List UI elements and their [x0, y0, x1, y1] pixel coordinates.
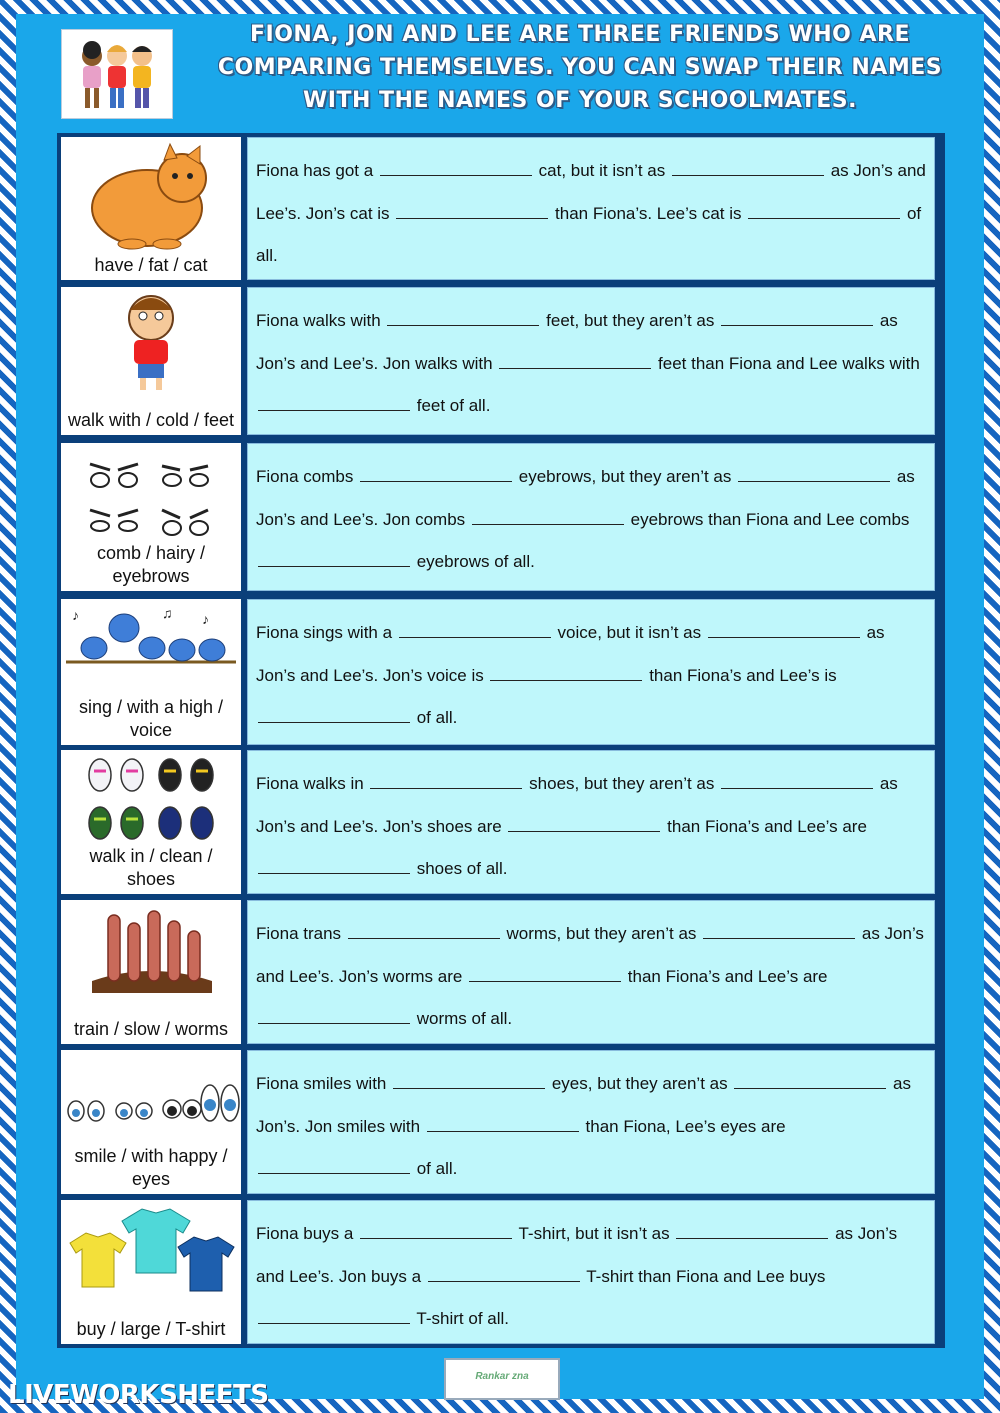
answer-blank[interactable] — [393, 1074, 545, 1089]
answer-blank[interactable] — [738, 467, 890, 482]
cue-caption: buy / large / T-shirt — [76, 1319, 226, 1339]
answer-blank[interactable] — [427, 1117, 579, 1132]
tshirts-image — [62, 1201, 240, 1313]
svg-text:♫: ♫ — [162, 605, 173, 621]
answer-blank[interactable] — [258, 1159, 410, 1174]
exercise-table — [57, 133, 945, 1348]
cue-caption: have / fat / cat — [94, 255, 208, 275]
kid-3 — [132, 46, 152, 108]
answer-blank[interactable] — [258, 859, 410, 874]
eyebrows-image — [62, 444, 240, 556]
answer-blank[interactable] — [360, 467, 512, 482]
svg-text:♪: ♪ — [202, 611, 209, 627]
exercise-row — [61, 599, 941, 745]
answer-blank[interactable] — [370, 774, 522, 789]
answer-blank[interactable] — [469, 967, 621, 982]
sentence-cell: Fiona sings with a voice, but it isn’t as as Jon’s and Lee’s. Jon’s voice is than Fiona’s and Lee’s is of all. — [247, 599, 935, 745]
cue-caption: smile / with happy / eyes — [74, 1146, 228, 1189]
sentence-cell: Fiona walks with feet, but they aren’t as as Jon’s and Lee’s. Jon walks with feet than Fiona and Lee walks with feet of all. — [247, 287, 935, 435]
cue-caption: walk with / cold / feet — [67, 410, 235, 430]
answer-blank[interactable] — [348, 924, 500, 939]
kid-2 — [107, 45, 127, 108]
cue-caption: walk in / clean / shoes — [89, 846, 213, 889]
answer-blank[interactable] — [734, 1074, 886, 1089]
liveworksheets-logo: LIVEWORKSHEETS — [8, 1380, 269, 1410]
answer-blank[interactable] — [258, 552, 410, 567]
worms-image — [62, 901, 240, 1013]
picture-cell — [61, 1200, 241, 1344]
answer-blank[interactable] — [380, 161, 532, 176]
picture-cell — [61, 599, 241, 745]
answer-blank[interactable] — [490, 666, 642, 681]
sentence-cell: Fiona trans worms, but they aren’t as as Jon’s and Lee’s. Jon’s worms are than Fiona’s and Lee’s are worms of all. — [247, 900, 935, 1044]
answer-blank[interactable] — [360, 1224, 512, 1239]
sentence-cell: Fiona combs eyebrows, but they aren’t as as Jon’s and Lee’s. Jon combs eyebrows than Fiona and Lee combs eyebrows of all. — [247, 443, 935, 591]
exercise-row — [61, 1200, 941, 1344]
exercise-row — [61, 287, 941, 435]
answer-blank[interactable] — [676, 1224, 828, 1239]
fat-cat-image — [62, 138, 240, 250]
answer-blank[interactable] — [396, 204, 548, 219]
sentence-cell: Fiona buys a T-shirt, but it isn’t as as Jon’s and Lee’s. Jon buys a T-shirt than Fiona and Lee buys T-shirt of all. — [247, 1200, 935, 1344]
picture-cell — [61, 1050, 241, 1194]
cue-caption: comb / hairy / eyebrows — [96, 543, 206, 586]
sentence-cell: Fiona has got a cat, but it isn’t as as Jon’s and Lee’s. Jon’s cat is than Fiona’s. Lee’s cat is of all. — [247, 137, 935, 280]
sentence-cell: Fiona walks in shoes, but they aren’t as as Jon’s and Lee’s. Jon’s shoes are than Fiona’s and Lee’s are shoes of all. — [247, 750, 935, 894]
sentence-cell: Fiona smiles with eyes, but they aren’t as as Jon’s. Jon smiles with than Fiona, Lee’s eyes are of all. — [247, 1050, 935, 1194]
kid-1 — [82, 41, 102, 108]
answer-blank[interactable] — [428, 1267, 580, 1282]
picture-cell — [61, 287, 241, 435]
exercise-row — [61, 1050, 941, 1194]
picture-cell — [61, 137, 241, 280]
answer-blank[interactable] — [721, 311, 873, 326]
answer-blank[interactable] — [748, 204, 900, 219]
picture-cell — [61, 750, 241, 894]
answer-blank[interactable] — [708, 623, 860, 638]
answer-blank[interactable] — [258, 396, 410, 411]
exercise-row — [61, 900, 941, 1044]
author-badge: Rankar zna — [444, 1358, 560, 1400]
kids-logo — [61, 29, 173, 119]
picture-cell — [61, 900, 241, 1044]
answer-blank[interactable] — [508, 817, 660, 832]
exercise-row — [61, 750, 941, 894]
svg-text:♪: ♪ — [72, 607, 79, 623]
answer-blank[interactable] — [399, 623, 551, 638]
picture-cell — [61, 443, 241, 591]
answer-blank[interactable] — [387, 311, 539, 326]
answer-blank[interactable] — [472, 510, 624, 525]
page-title: FIONA, JON AND LEE ARE THREE FRIENDS WHO ARE COMPARING THEMSELVES. YOU CAN SWAP THEIR NAMES WITH THE NAMES OF YOUR SCHOOLMATES. — [217, 22, 943, 113]
cue-caption: train / slow / worms — [73, 1019, 229, 1039]
cold-boy-image — [62, 288, 240, 400]
answer-blank[interactable] — [703, 924, 855, 939]
answer-blank[interactable] — [499, 354, 651, 369]
answer-blank[interactable] — [258, 1309, 410, 1324]
answer-blank[interactable] — [721, 774, 873, 789]
cue-caption: sing / with a high / voice — [78, 697, 224, 740]
answer-blank[interactable] — [258, 1009, 410, 1024]
exercise-row — [61, 443, 941, 591]
answer-blank[interactable] — [672, 161, 824, 176]
exercise-row — [61, 137, 941, 280]
answer-blank[interactable] — [258, 708, 410, 723]
